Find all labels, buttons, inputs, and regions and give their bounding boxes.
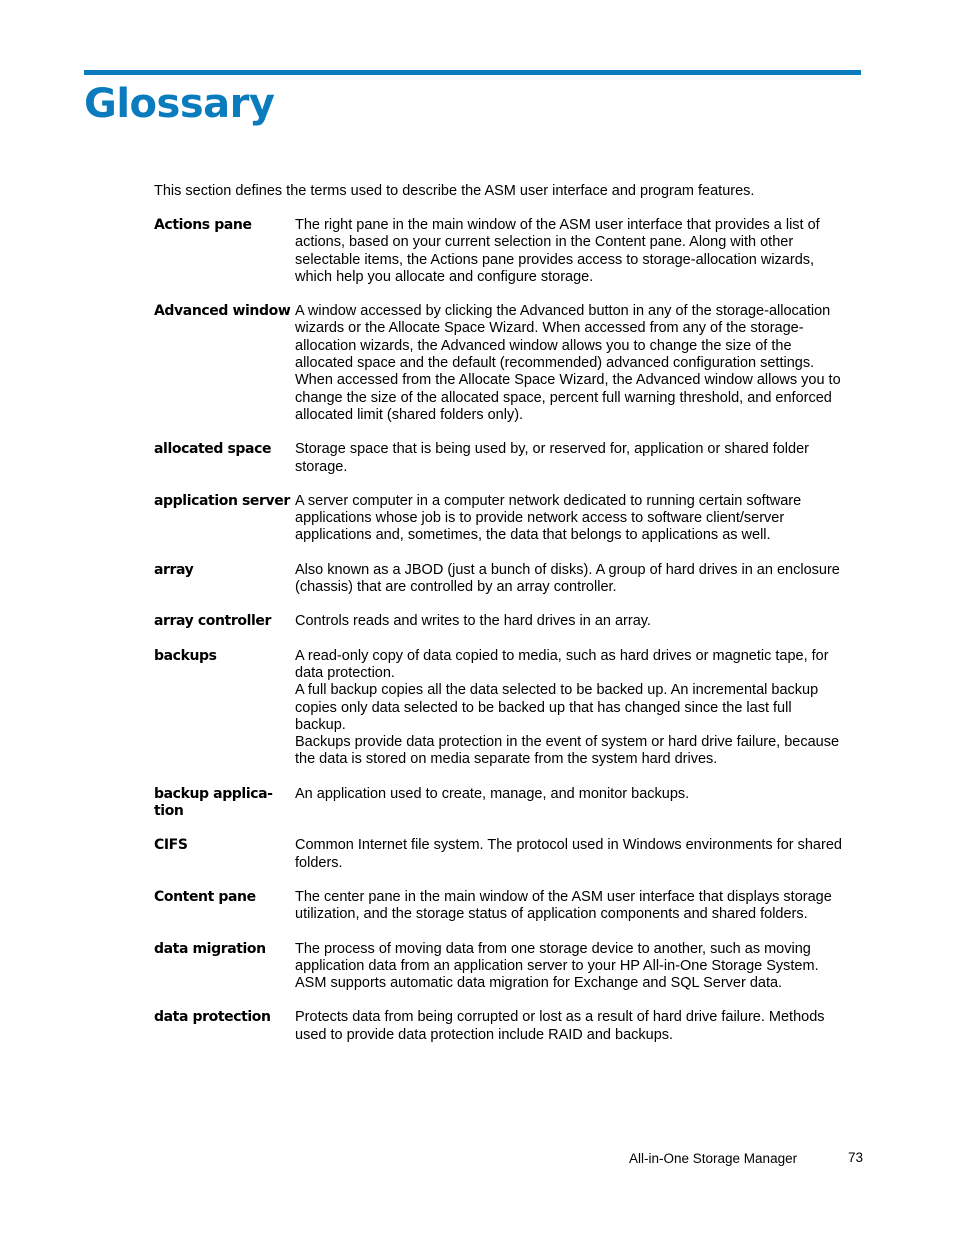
glossary-entry bbox=[154, 889, 844, 924]
definition-paragraph: A server computer in a computer network dedicated to running certain software applications whose job is to provide network access to software client/server applications and, sometimes, the data that belongs to applications as well. bbox=[295, 492, 802, 544]
glossary-list bbox=[154, 217, 844, 1061]
glossary-term: Advanced window bbox=[154, 303, 291, 320]
glossary-entry bbox=[154, 613, 844, 630]
glossary-entry bbox=[154, 441, 844, 476]
glossary-definition bbox=[295, 217, 844, 286]
glossary-definition bbox=[295, 1009, 844, 1044]
glossary-entry bbox=[154, 493, 844, 545]
glossary-term: array controller bbox=[154, 613, 271, 630]
glossary-entry bbox=[154, 648, 844, 769]
glossary-definition bbox=[295, 941, 844, 993]
definition-paragraph: An application used to create, manage, and monitor backups. bbox=[295, 785, 690, 802]
definition-paragraph: Protects data from being corrupted or lost as a result of hard drive failure. Methods used to provide data protection include RAID and backups. bbox=[295, 1009, 825, 1043]
glossary-definition bbox=[295, 613, 844, 630]
definition-paragraph: A full backup copies all the data selected to be backed up. An incremental backup copies only data selected to be backed up that has changed since the last full backup. bbox=[295, 682, 819, 733]
definition-paragraph: Common Internet file system. The protocol used in Windows environments for shared folders. bbox=[295, 837, 842, 871]
page-number: 73 bbox=[848, 1150, 864, 1165]
glossary-definition bbox=[295, 837, 844, 872]
glossary-definition bbox=[295, 786, 844, 821]
glossary-term: backups bbox=[154, 647, 217, 664]
glossary-entry bbox=[154, 941, 844, 993]
glossary-term: Content pane bbox=[154, 888, 256, 905]
definition-paragraph: A window accessed by clicking the Advanced button in any of the storage-allocation wizards or the Allocate Space Wizard. When accessed from any of the storage-allocation wizards, the Advanced window allows you to change the size of the allocated space and the default (recommended) advanced configuration settings. When accessed from the Allocate Space Wizard, the Advanced window allows you to change the size of the allocated space, percent full warning threshold, and enforced allocated limit (shared folders only). bbox=[295, 303, 841, 423]
glossary-entry bbox=[154, 217, 844, 286]
glossary-term: data migration bbox=[154, 940, 266, 957]
glossary-term: CIFS bbox=[154, 837, 188, 854]
definition-paragraph: A read-only copy of data copied to media, such as hard drives or magnetic tape, for data protection. bbox=[295, 647, 829, 681]
header-rule bbox=[84, 70, 861, 75]
glossary-term: data protection bbox=[154, 1009, 271, 1026]
definition-paragraph: Also known as a JBOD (just a bunch of disks). A group of hard drives in an enclosure (chassis) that are controlled by an array controller. bbox=[295, 561, 840, 596]
definition-paragraph: Backups provide data protection in the event of system or hard drive failure, because the data is stored on media separate from the system hard drives. bbox=[295, 734, 840, 768]
glossary-definition bbox=[295, 889, 844, 924]
glossary-term: allocated space bbox=[154, 441, 272, 458]
glossary-definition bbox=[295, 648, 844, 769]
glossary-term: Actions pane bbox=[154, 217, 252, 233]
definition-paragraph: Storage space that is being used by, or reserved for, application or shared folder storage. bbox=[295, 441, 809, 475]
intro-paragraph: This section defines the terms used to describe the ASM user interface and program features. bbox=[154, 183, 755, 199]
glossary-entry bbox=[154, 786, 844, 821]
footer-document-title: All-in-One Storage Manager bbox=[629, 1151, 798, 1166]
glossary-term: array bbox=[154, 561, 194, 578]
glossary-entry bbox=[154, 562, 844, 597]
definition-paragraph: The process of moving data from one storage device to another, such as moving application data from an application server to your HP All-in-One Storage System. ASM supports automatic data migration for Exchange and SQL Server data. bbox=[295, 940, 819, 992]
page-title: Glossary bbox=[84, 81, 275, 127]
glossary-entry bbox=[154, 303, 844, 424]
glossary-definition bbox=[295, 493, 844, 545]
glossary-term: application server bbox=[154, 492, 290, 509]
glossary-definition bbox=[295, 441, 844, 476]
definition-paragraph: Controls reads and writes to the hard drives in an array. bbox=[295, 613, 651, 630]
glossary-entry bbox=[154, 1009, 844, 1044]
glossary-definition bbox=[295, 303, 844, 424]
glossary-term: backup applica- tion bbox=[154, 785, 273, 820]
definition-paragraph: The right pane in the main window of the ASM user interface that provides a list of actions, based on your current selection in the Content pane. Along with other selectable items, the Actions pane provides access to storage-allocation wizards, which help you allocate and configure storage. bbox=[295, 217, 820, 285]
definition-paragraph: The center pane in the main window of the ASM user interface that displays storage utilization, and the storage status of application components and shared folders. bbox=[295, 888, 832, 923]
glossary-entry bbox=[154, 837, 844, 872]
glossary-definition bbox=[295, 562, 844, 597]
